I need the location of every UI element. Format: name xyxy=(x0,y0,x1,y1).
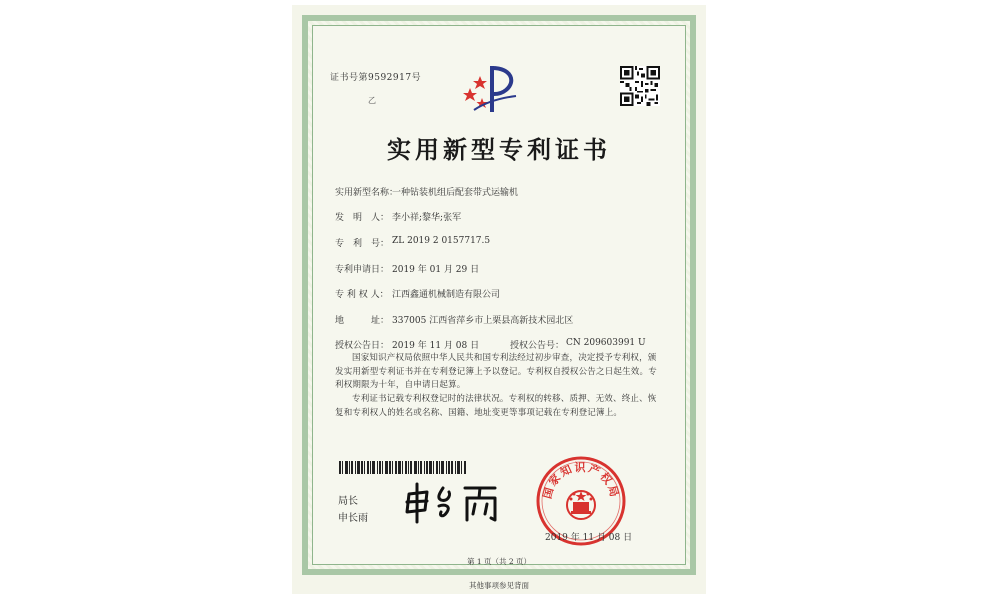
field-label-patentee: 专 利 权 人： xyxy=(335,290,389,300)
legal-status-paragraph: 专利证书记载专利权登记时的法律状况。专利权的转移、质押、无效、终止、恢复和专利权人的姓名或名称、国籍、地址变更等事项记载在专利登记簿上。 xyxy=(335,394,657,418)
field-value-utility-model-name: 一种钻装机组后配套带式运输机 xyxy=(392,188,519,198)
field-label-address: 地 址： xyxy=(335,316,390,326)
qr-code xyxy=(620,66,660,106)
certificate-title: 实用新型专利证书 xyxy=(387,135,611,164)
field-label-announcement-number: 授权公告号： xyxy=(510,341,565,351)
field-value-inventor: 李小祥;黎华;张军 xyxy=(392,213,462,223)
director-title: 局长 xyxy=(338,496,358,507)
grant-statement-paragraph: 国家知识产权局依照中华人民共和国专利法经过初步审查，决定授予专利权，颁发实用新型专利证书并在专利登记簿上予以登记。专利权自授权公告之日起生效。专利权期限为十年，自申请日起算。 xyxy=(335,353,657,390)
field-value-application-date: 2019 年 01 月 29 日 xyxy=(392,265,480,275)
logo-star xyxy=(463,88,477,101)
footer-note: 其他事项参见背面 xyxy=(469,581,529,590)
logo-p-bowl xyxy=(492,68,511,94)
field-label-application-date: 专利申请日： xyxy=(335,265,390,275)
logo-star xyxy=(473,76,487,89)
seal-text: 国家知识产权局 xyxy=(540,461,622,501)
field-label-utility-model-name: 实用新型名称： xyxy=(335,188,399,198)
field-label-inventor: 发 明 人： xyxy=(335,213,390,223)
patent-office-logo xyxy=(460,62,520,114)
field-value-address: 337005 江西省萍乡市上栗县高新技术园北区 xyxy=(392,316,574,326)
director-signature xyxy=(395,480,505,525)
certificate-number-mark: 乙 xyxy=(368,96,376,105)
field-label-patent-number: 专 利 号： xyxy=(335,239,390,249)
field-value-grant-date: 2019 年 11 月 08 日 xyxy=(392,341,480,351)
page-number: 第 1 页（共 2 页） xyxy=(466,557,532,566)
barcode xyxy=(339,461,474,474)
seal-date: 2019 年 11 月 08 日 xyxy=(545,533,633,543)
certificate-number: 证书号第9592917号 xyxy=(330,73,422,83)
field-value-announcement-number: CN 209603991 U xyxy=(566,338,646,348)
director-name: 申长雨 xyxy=(338,513,368,524)
national-emblem xyxy=(567,491,595,519)
field-value-patent-number: ZL 2019 2 0157717.5 xyxy=(392,236,491,246)
field-value-patentee: 江西鑫通机械制造有限公司 xyxy=(392,290,501,300)
field-label-grant-date: 授权公告日： xyxy=(335,341,390,351)
